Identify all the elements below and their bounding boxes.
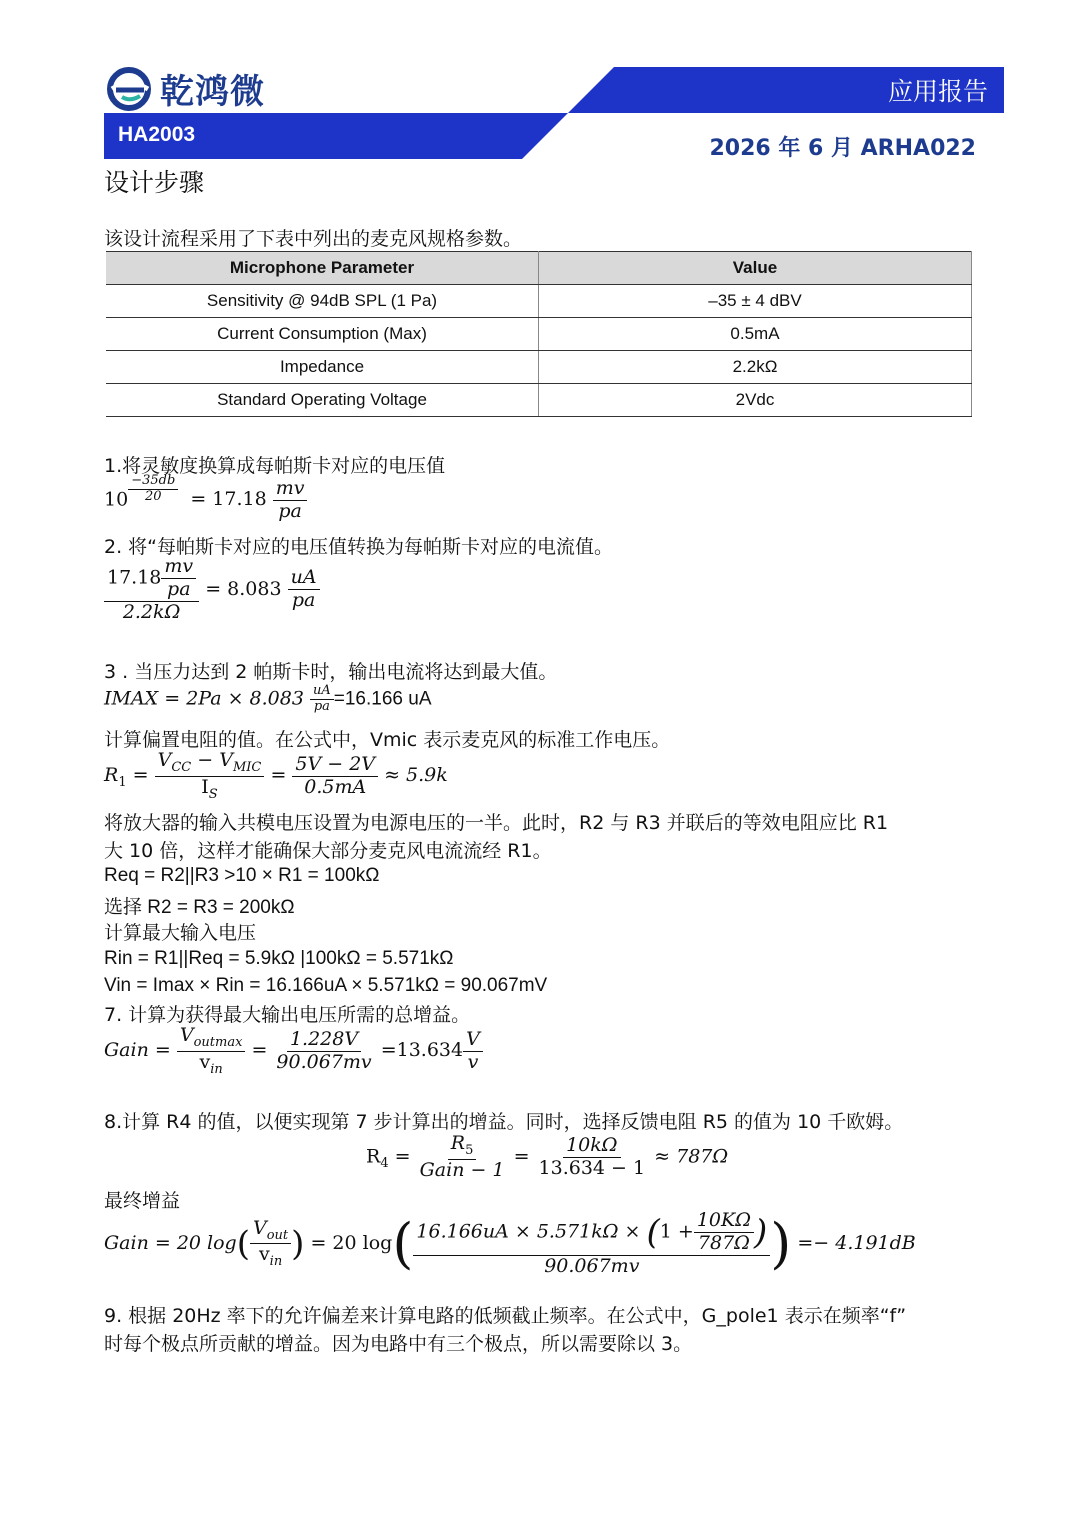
eq-fraction [292,754,378,799]
step-6-text: 计算最大输入电压 [104,922,257,944]
eq-den: 0.5mA [304,775,367,798]
eq-one: 1 + [659,1220,694,1243]
eq-num: V [463,1029,483,1052]
table-cell: Impedance [106,351,539,384]
table-header-row [106,252,972,285]
eq-base: 10 [104,488,129,511]
eq-den: pa [313,698,330,714]
eq-num [155,750,265,777]
table-row [106,351,972,384]
eq-den [256,1244,285,1270]
step-8-text: 8.计算 R4 的值，以便实现第 7 步计算出的增益。同时，选择反馈电阻 R5 的值为 10 千欧姆。 [104,1111,904,1133]
eq-fraction [155,750,265,802]
eq-unit-den: pa [167,577,191,600]
step-5-text-line1: 将放大器的输入共模电压设置为电源电压的一半。此时，R2 与 R3 并联后的等效电阻应比 R1 [104,812,889,834]
req-equation: Req = R2||R3 >10 × R1 = 100kΩ [104,865,380,886]
step-5-text-line2: 大 10 倍，这样才能确保大部分麦克风电流流经 R1。 [104,840,552,862]
step-8-equation [366,1133,728,1182]
eq-den: 2.2kΩ [122,600,181,623]
eq-unit-fraction [288,567,320,612]
company-logo-icon [106,66,154,112]
step-4-text: 计算偏置电阻的值。在公式中，Vmic 表示麦克风的标准工作电压。 [104,729,671,751]
document-date-code: 2026 年 6 月 ARHA022 [709,136,976,161]
eq-sign: = [270,764,287,787]
eq-v: V [157,749,172,771]
step-2-text: 2. 将“每帕斯卡对应的电压值转换为每帕斯卡对应的电流值。 [104,536,614,558]
intro-text: 该设计流程采用了下表中列出的麦克风规格参数。 [104,228,523,250]
report-type: 应用报告 [887,77,988,106]
step-9-text-line1: 9. 根据 20Hz 率下的允许偏差来计算电路的低频截止频率。在公式中，G_pole1 表示在频率“f” [104,1305,907,1327]
table-row [106,285,972,318]
eq-lhs: Gain = [104,1039,171,1062]
eq-rhs: ≈ 5.9k [384,764,448,787]
eq-unit-num: mv [161,556,196,579]
eq-num [448,1133,477,1160]
eq-sub: CC [171,759,192,775]
eq-v: v [258,1243,270,1266]
eq-num: uA [288,567,320,590]
eq-num: 10kΩ [563,1135,620,1158]
eq-lhs: Gain = 20 log [104,1231,237,1254]
eq-inner-num: 10KΩ [694,1210,754,1233]
eq-den: Gain − 1 [419,1158,505,1181]
eq-unit-fraction [273,478,308,523]
table-cell: 2Vdc [539,384,972,417]
eq-num: 5V − 2V [292,754,378,777]
step-7-equation [104,1025,483,1077]
eq-lhs: R [366,1145,381,1168]
eq-den: pa [291,589,316,612]
eq-paren: ) [770,1211,792,1275]
eq-sub: in [210,1061,223,1077]
eq-den: 13.634 − 1 [538,1156,646,1179]
eq-sub: 5 [465,1142,474,1158]
eq-inner-den: 787Ω [697,1231,750,1254]
eq-sub: in [269,1254,283,1270]
step-1-equation [104,473,307,523]
eq-paren: ( [236,1223,250,1264]
eq-rhs: ≈ 787Ω [654,1145,729,1168]
eq-paren: ) [291,1223,305,1264]
company-name: 乾鸿微 [160,72,265,112]
eq-v: V [252,1216,267,1239]
eq-v: v [199,1050,211,1073]
eq-den: 90.067mv [276,1050,372,1073]
eq-sign: = [132,764,149,787]
step-2-equation [104,556,320,624]
eq-sign: = [394,1145,411,1168]
eq-fraction [177,1025,246,1077]
eq-unit-fraction [310,684,334,715]
eq-den: v [467,1050,479,1073]
eq-den [198,777,220,803]
eq-minus: − V [191,749,233,771]
eq-sign: = [251,1039,268,1062]
eq-den: pa [278,499,302,522]
eq-lhs: IMAX = 2Pa × 8.083 [104,687,304,710]
eq-value: 17.18 [107,566,162,589]
eq-big-fraction [413,1210,770,1278]
table-header-cell: Microphone Parameter [106,252,539,285]
table-cell: Standard Operating Voltage [106,384,539,417]
section-title: 设计步骤 [104,168,205,197]
step-3-equation [104,684,432,715]
eq-exp-den: 20 [144,488,162,504]
eq-fraction [250,1218,291,1270]
eq-lhs: R [104,764,119,787]
eq-inner-fraction [694,1210,754,1255]
eq-fraction [536,1135,649,1180]
eq-main-fraction [104,556,199,624]
table-cell: 0.5mA [539,318,972,351]
table-cell: 2.2kΩ [539,351,972,384]
eq-unit-fraction [161,556,196,601]
eq-num [177,1025,246,1052]
rin-equation: Rin = R1||Req = 5.9kΩ |100kΩ = 5.571kΩ [104,948,454,969]
table-row [106,384,972,417]
step-4-equation [104,750,448,802]
table-row [106,318,972,351]
eq-den: 90.067mv [544,1254,640,1277]
eq-den [196,1052,225,1078]
eq-num [104,556,199,602]
table-header-cell: Value [539,252,972,285]
eq-paren: ) [753,1212,768,1253]
eq-sub: outmax [193,1034,243,1050]
eq-sub: out [266,1227,289,1243]
step-7-text: 7. 计算为获得最大输出电压所需的总增益。 [104,1004,471,1026]
eq-num: 1.228V [287,1029,361,1052]
eq-rhs: =13.634 [380,1039,464,1062]
eq-paren: ( [646,1212,660,1253]
eq-result: = 8.083 [205,577,282,600]
final-gain-label: 最终增益 [104,1190,181,1212]
eq-fraction [273,1029,374,1074]
eq-sign: = [513,1145,530,1168]
eq-num [250,1218,291,1245]
vin-equation: Vin = Imax × Rin = 16.166uA × 5.571kΩ = 90.067mV [104,975,548,996]
eq-r: R [450,1132,466,1154]
eq-rhs: =16.166 uA [333,688,432,710]
eq-num [413,1210,770,1256]
eq-sub: 4 [380,1156,389,1172]
select-resistors-text: 选择 R2 = R3 = 200kΩ [104,897,295,918]
final-gain-equation [104,1210,916,1278]
table-cell: Sensitivity @ 94dB SPL (1 Pa) [106,285,539,318]
step-3-text: 3 . 当压力达到 2 帕斯卡时，输出电流将达到最大值。 [104,661,558,683]
eq-num: uA [310,684,334,700]
eq-num: mv [273,478,308,501]
eq-exp-num: −35db [128,474,178,490]
document-id: HA2003 [118,123,196,146]
table-cell: Current Consumption (Max) [106,318,539,351]
eq-rhs: =− 4.191dB [797,1231,916,1254]
eq-result: = 17.18 [190,488,267,511]
eq-i: I [201,775,209,798]
eq-sub: S [208,786,218,802]
step-1-text: 1.将灵敏度换算成每帕斯卡对应的电压值 [104,455,446,477]
eq-lhs-sub: 1 [118,775,127,791]
eq-num-text: 16.166uA × 5.571kΩ × [416,1220,647,1243]
table-cell: –35 ± 4 dBV [539,285,972,318]
eq-mid: = 20 log [310,1231,393,1254]
step-9-text-line2: 时每个极点所贡献的增益。因为电路中有三个极点，所以需要除以 3。 [104,1333,693,1355]
eq-unit-fraction [463,1029,483,1074]
eq-v: V [179,1024,194,1046]
eq-sub: MIC [232,759,262,775]
eq-exponent [128,474,178,505]
microphone-spec-table [106,251,972,417]
eq-fraction [417,1133,508,1182]
eq-paren: ( [392,1211,414,1275]
